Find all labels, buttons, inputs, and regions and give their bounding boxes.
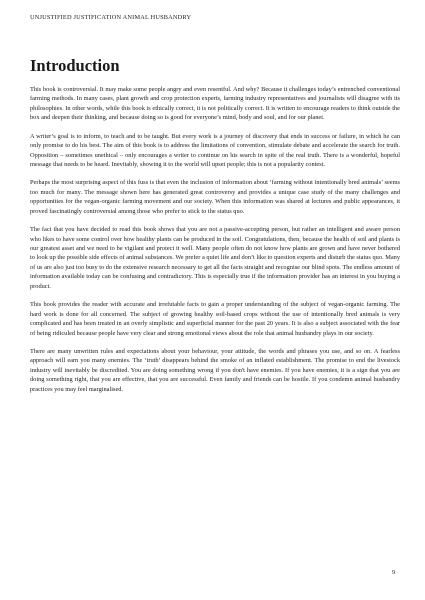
paragraph-1: This book is controversial. It may make some people angry and even resentful. And why? Because it challenges today’s entrenched conventional farming methods. In many cases, plant growth and crop protection experts, farming industry representatives and journalists will disagree with its philosophies. In other words, while this book is ethically correct, it is not politically correct. It is written to encourage readers to think outside the box and deepen their thinking, and because doing so is good for everyone’s mind, body and soul, and for our planet. (30, 86, 400, 122)
paragraph-4: The fact that you have decided to read this book shows that you are not a passive-accepting person, but rather an intelligent and aware person who likes to have some control over how healthy plants can be produced in the soil. Congratulations, then, because the health of soil and plants is our greatest asset and we need to be vigilant and protect it well. Many people often do not know how plants are grown and have never bothered to look up the possible side effects of animal substances. We prefer a quiet life and don’t like to question experts and disturb the status quo. Many of us are also just too busy to do the extensive research necessary to get all the facts straight and recognise our blind spots. The endless amount of information available today can be confusing and contradictory. This is especially true if the information provider has an interest in you buying a product. (30, 226, 400, 290)
paragraph-6: There are many unwritten rules and expectations about your behaviour, your attitude, the words and phrases you use, and so on. A fearless approach will earn you many enemies. The ‘truth’ disappears behind the smoke of an inflated establishment. The promise to end the livestock industry will inevitably be discredited. You are doing something wrong if you don't have enemies. If you have enemies, it is a sign that you are doing something right, that you are effective, that you are successful. Even family and friends can be hostile. If you condemn animal husbandry practices you may feel marginalised. (30, 347, 400, 393)
paragraph-3: Perhaps the most surprising aspect of this fuss is that even the inclusion of information about ‘farming without intentionally bred animals’ seems too much for many. The message shown here has generated great controversy and provides a unique case study of the many challenges and opportunities for the vegan-organic farming movement and our society. When this information was shared at lectures and public appearances, it proved fascinatingly controversial among those who prefer to stick to the status quo. (30, 179, 400, 215)
paragraph-2: A writer’s goal is to inform, to teach and to be taught. But every work is a journey of discovery that ends in success or failure, in which he can only promise to do his best. The aim of this book is to address the limitations of convention, stimulate debate and accelerate the search for truth. Opposition – sometimes unethical – only encourages a writer to continue on his search in spite of the real truth. There is a wonderful, hopeful message that needs to be heard. Inevitably, showing it to the world will upset people; this is not a popularity contest. (30, 132, 400, 169)
page-number: 9 (392, 569, 396, 576)
paragraph-5: This book provides the reader with accurate and irrefutable facts to gain a proper understanding of the subject of vegan-organic farming. The hard work is done for all concerned. The subject of growing healthy soil-based crops without the use of intentionally bred animals is very complicated and has been treated in an overly simplistic and superficial manner for the past 20 years. It is also a subject associated with the fear of being ridiculed because people have very clear and strong emotional views about the role that animal husbandry plays in our society. (30, 301, 400, 337)
body-text (30, 85, 400, 403)
chapter-title: Introduction (30, 56, 120, 75)
running-head: UNJUSTIFIED JUSTIFICATION ANIMAL HUSBANDRY (30, 14, 192, 21)
